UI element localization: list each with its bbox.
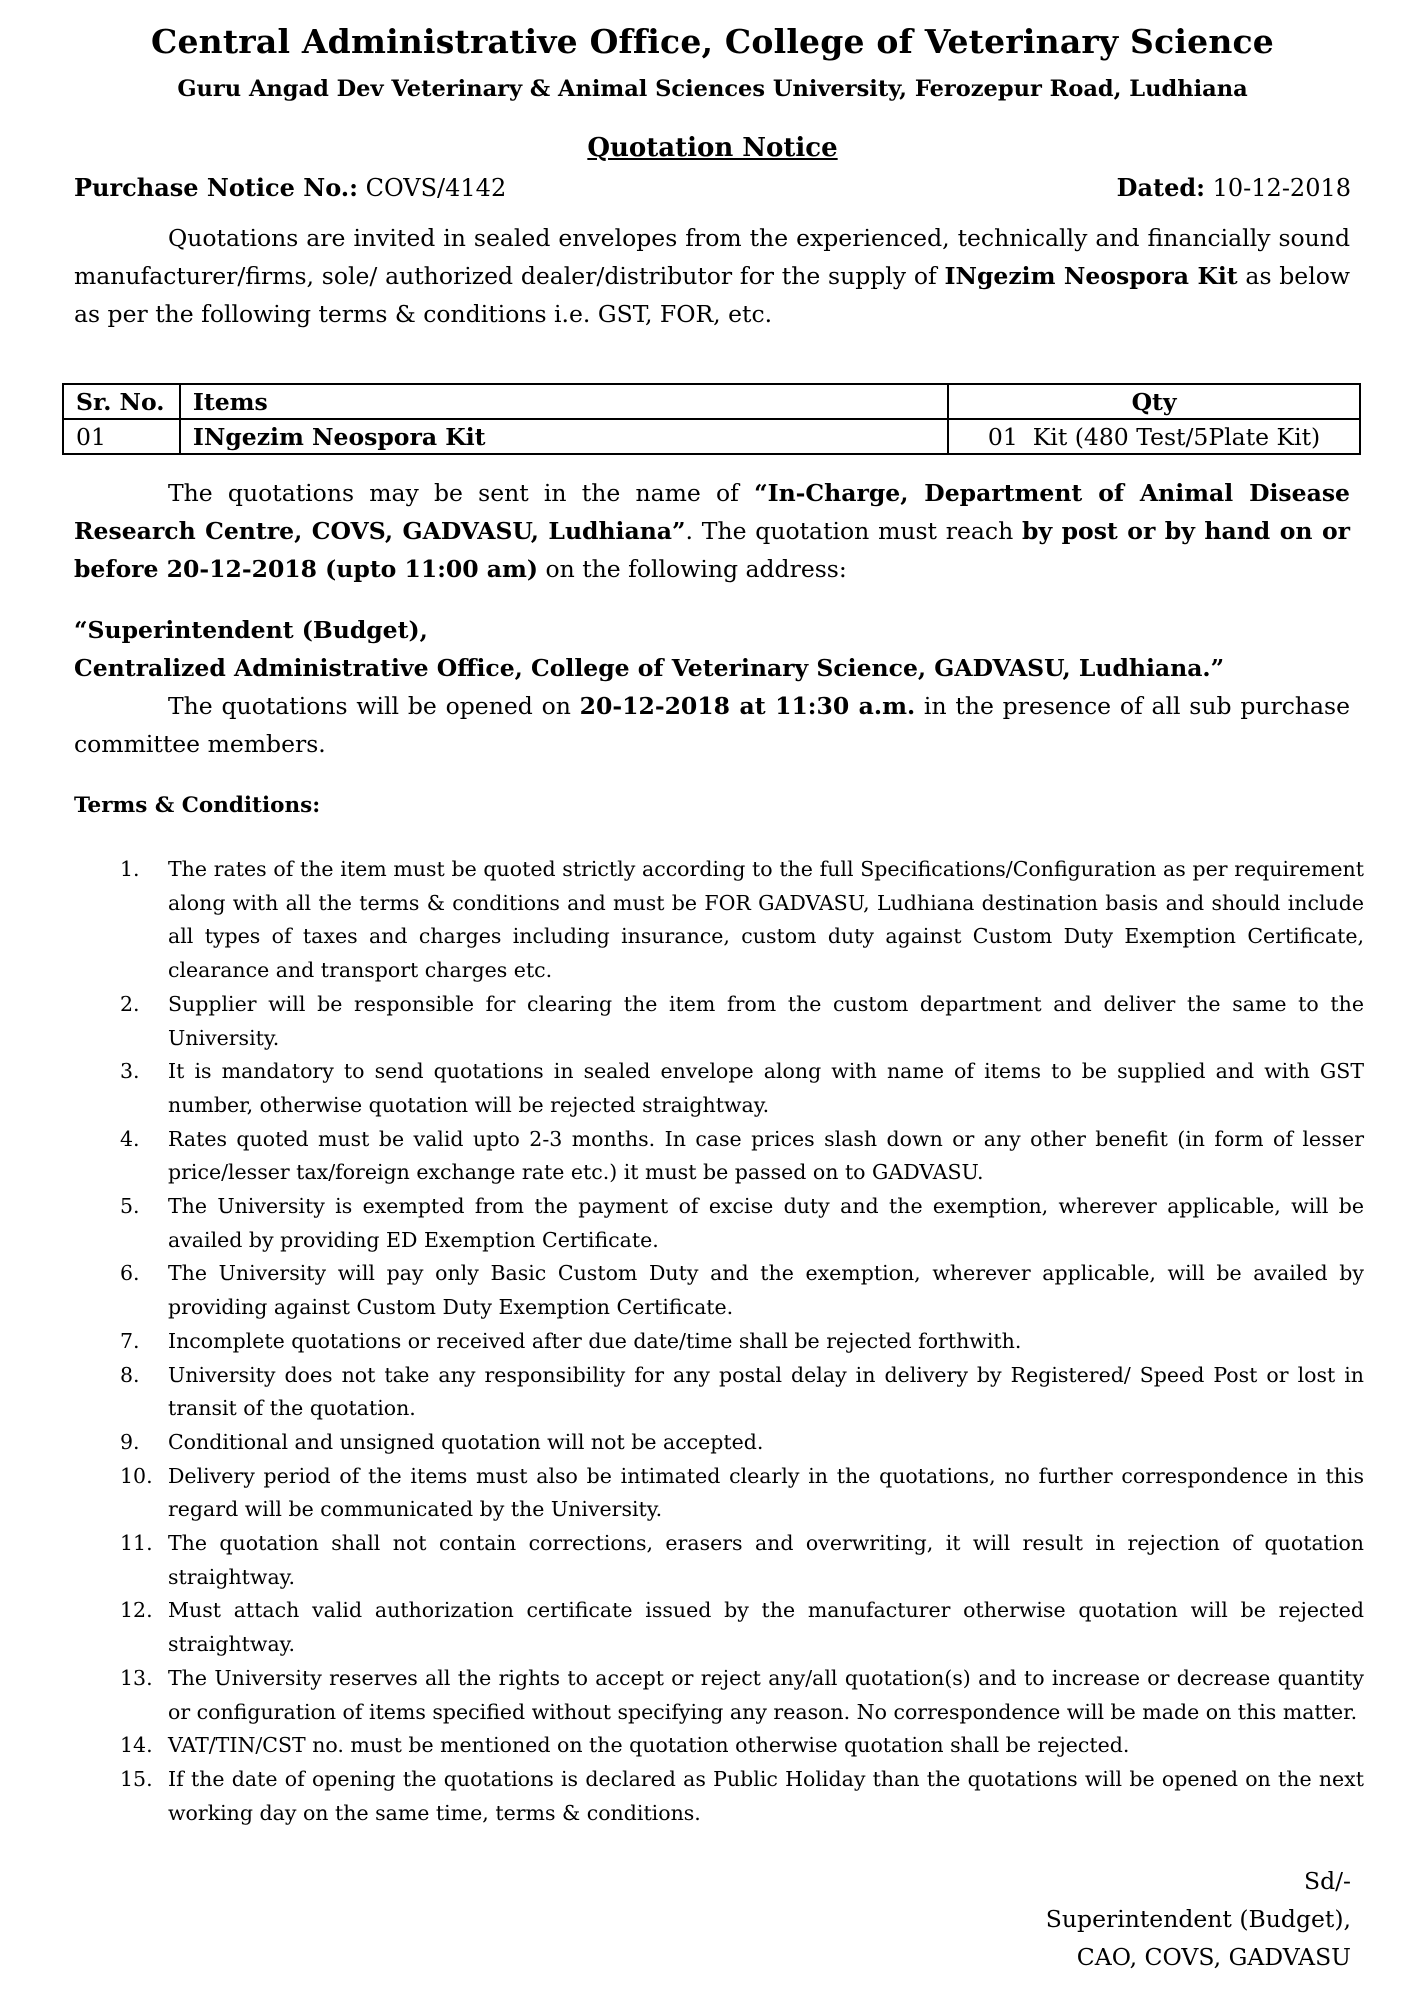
column-header-qty: Qty <box>948 384 1360 419</box>
cell-qty: 01 Kit (480 Test/5Plate Kit) <box>948 419 1360 454</box>
send-paragraph <box>74 474 1350 588</box>
term-text: The rates of the item must be quoted strictly according to the full Specifications/Configuration as per requirement along with all the terms & conditions and must be FOR GADVASU, Ludhiana destination basis and should include all types of taxes and charges including insurance, custom duty against Custom Duty Exemption Certificate, clearance and transport charges etc. <box>168 857 1364 983</box>
send-text-3: on the following address: <box>538 555 847 583</box>
signature-sd: Sd/- <box>1304 1867 1351 1895</box>
terms-list-item <box>74 1257 1364 1324</box>
term-text: If the date of opening the quotations is declared as Public Holiday than the quotations will be opened on the next working day on the same time, terms & conditions. <box>168 1766 1364 1825</box>
address-line-1: “Superintendent (Budget), <box>74 616 428 644</box>
signature-office: CAO, COVS, GADVASU <box>1076 1943 1351 1971</box>
terms-list-item <box>74 1594 1364 1661</box>
term-number: 9. <box>120 1429 140 1454</box>
term-text: Conditional and unsigned quotation will not be accepted. <box>168 1429 764 1454</box>
notice-date-label: Dated: <box>1116 173 1205 202</box>
term-text: VAT/TIN/CST no. must be mentioned on the quotation otherwise quotation shall be rejected. <box>168 1733 1130 1758</box>
term-text: Supplier will be responsible for clearing the item from the custom department and deliver the same to the University. <box>168 991 1364 1050</box>
terms-list-item <box>74 1123 1364 1190</box>
term-text: The University reserves all the rights to accept or reject any/all quotation(s) and to increase or decrease quantity or configuration of items specified without specifying any reason. No correspondence will be made on this matter. <box>168 1665 1364 1724</box>
notice-date-value: 10-12-2018 <box>1212 174 1351 202</box>
terms-list-item <box>74 1426 1364 1460</box>
terms-list-item <box>74 1325 1364 1359</box>
address-line-2: Centralized Administrative Office, College of Veterinary Science, GADVASU, Ludhiana.” <box>74 654 1225 682</box>
terms-list-item <box>74 1662 1364 1729</box>
term-text: It is mandatory to send quotations in sealed envelope along with name of items to be supplied and with GST number, otherwise quotation will be rejected straightway. <box>168 1059 1364 1117</box>
terms-heading: Terms & Conditions: <box>74 793 321 818</box>
term-number: 5. <box>120 1194 140 1219</box>
send-text-2: . The quotation must reach <box>685 517 1023 545</box>
terms-list-item <box>74 1729 1364 1763</box>
terms-list-item <box>74 1055 1364 1122</box>
opening-paragraph <box>74 687 1350 763</box>
column-header-items: Items <box>180 384 948 419</box>
term-text: University does not take any responsibility for any postal delay in delivery by Registered/ Speed Post or lost in transit of the quotation. <box>168 1362 1364 1421</box>
term-number: 4. <box>120 1126 140 1151</box>
notice-meta-row <box>74 173 1351 202</box>
items-table <box>62 383 1361 455</box>
purchase-notice-label: Purchase Notice No.: <box>74 173 359 202</box>
term-number: 14. <box>120 1733 153 1758</box>
intro-item-name: INgezim Neospora Kit <box>944 262 1238 290</box>
term-text: Incomplete quotations or received after due date/time shall be rejected forthwith. <box>168 1328 1022 1353</box>
term-text: Rates quoted must be valid upto 2-3 months. In case prices slash down or any other benefit (in form of lesser price/lesser tax/foreign exchange rate etc.) it must be passed on to GADVASU. <box>168 1126 1364 1185</box>
university-subtitle: Guru Angad Dev Veterinary & Animal Sciences University, Ferozepur Road, Ludhiana <box>177 76 1248 102</box>
cell-sr-no: 01 <box>63 419 180 454</box>
term-text: The University will pay only Basic Custom Duty and the exemption, wherever applicable, will be availed by providing against Custom Duty Exemption Certificate. <box>168 1261 1364 1320</box>
signature-block <box>1046 1862 1351 1976</box>
term-number: 7. <box>120 1328 140 1353</box>
table-row <box>63 419 1360 454</box>
term-number: 3. <box>120 1059 140 1084</box>
term-number: 1. <box>120 857 140 881</box>
items-table-header <box>63 384 1360 419</box>
document-title: Central Administrative Office, College of Veterinary Science <box>150 22 1274 61</box>
term-number: 13. <box>120 1665 153 1690</box>
terms-list <box>74 853 1364 1830</box>
term-number: 15. <box>120 1766 153 1791</box>
term-number: 8. <box>120 1362 140 1387</box>
notice-date <box>1117 173 1351 202</box>
terms-list-item <box>74 1190 1364 1257</box>
cell-item: INgezim Neospora Kit <box>180 419 948 454</box>
terms-list-item <box>74 1527 1364 1594</box>
term-text: Delivery period of the items must also be intimated clearly in the quotations, no further correspondence in this regard will be communicated by the University. <box>168 1463 1364 1522</box>
terms-list-item <box>74 1763 1364 1830</box>
send-recipient: “In-Charge, Department of Animal Disease Research Centre, COVS, GADVASU, Ludhiana” <box>74 479 1350 545</box>
notice-heading: Quotation Notice <box>587 133 838 163</box>
send-text-1: The quotations may be sent in the name of <box>168 479 755 507</box>
term-number: 11. <box>120 1531 153 1556</box>
signature-designation: Superintendent (Budget), <box>1045 1905 1351 1933</box>
intro-paragraph <box>74 219 1350 333</box>
term-text: The quotation shall not contain corrections, erasers and overwriting, it will result in rejection of quotation straightway. <box>168 1531 1364 1589</box>
intro-text-2: as below as per the following terms & conditions i.e. GST, FOR, etc. <box>74 262 1350 328</box>
purchase-notice-value: COVS/4142 <box>365 174 507 202</box>
terms-list-item <box>74 1359 1364 1426</box>
term-number: 2. <box>120 991 140 1016</box>
intro-text-1: Quotations are invited in sealed envelopes from the experienced, technically and financially sound manufacturer/firms, sole/ authorized dealer/distributor for the supply of <box>74 224 1350 290</box>
terms-list-item <box>74 853 1364 988</box>
column-header-sr-no: Sr. No. <box>63 384 180 419</box>
term-number: 12. <box>120 1598 153 1623</box>
term-number: 6. <box>120 1261 140 1286</box>
term-text: The University is exempted from the payment of excise duty and the exemption, wherever applicable, will be availed by providing ED Exemption Certificate. <box>168 1194 1364 1252</box>
send-deadline: by post or by hand on or before 20-12-2018 (upto 11:00 am) <box>74 517 1350 583</box>
terms-list-item <box>74 988 1364 1055</box>
term-text: Must attach valid authorization certificate issued by the manufacturer otherwise quotation will be rejected straightway. <box>168 1598 1364 1657</box>
terms-list-item <box>74 1460 1364 1527</box>
purchase-notice-number <box>74 173 506 202</box>
opening-datetime: 20-12-2018 at 11:30 a.m. <box>579 692 916 720</box>
opening-text-1: The quotations will be opened on <box>168 692 580 720</box>
term-number: 10. <box>120 1463 153 1488</box>
opening-text-2: in the presence of all sub purchase committee members. <box>74 692 1351 758</box>
